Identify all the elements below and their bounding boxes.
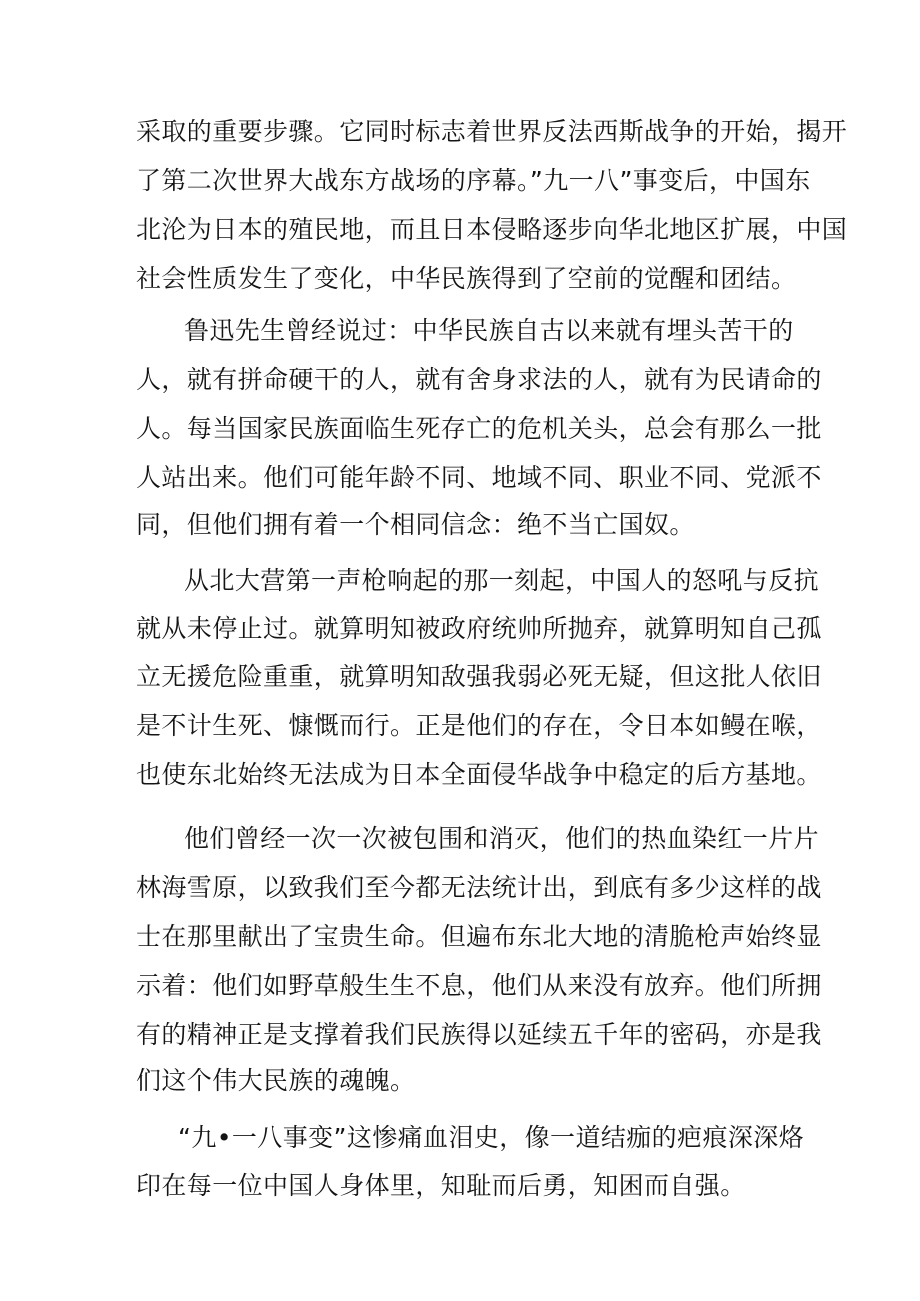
paragraph-line: 社会性质发生了变化，中华民族得到了空前的觉醒和团结。 (136, 264, 797, 293)
paragraph-line: 士在那里献出了宝贵生命。但遍布东北大地的清脆枪声始终显 (136, 922, 822, 951)
paragraph-line: 们这个伟大民族的魂魄。 (136, 1066, 416, 1095)
paragraph-line: 人，就有拼命硬干的人，就有舍身求法的人，就有为民请命的 (136, 365, 822, 394)
paragraph-line: “九•一八事变”这惨痛血泪史，像一道结痂的疤痕深深烙 (178, 1123, 805, 1152)
paragraph-line: 有的精神正是支撑着我们民族得以延续五千年的密码，亦是我 (136, 1020, 822, 1049)
paragraph-line: 是不计生死、慷慨而行。正是他们的存在，令日本如鳗在喉， (136, 711, 822, 740)
paragraph-line: 林海雪原，以致我们至今都无法统计出，到底有多少这样的战 (136, 873, 822, 902)
paragraph-line: 他们曾经一次一次被包围和消灭，他们的热血染红一片片 (184, 824, 820, 853)
paragraph-line: 鲁迅先生曾经说过：中华民族自古以来就有埋头苦干的 (184, 316, 794, 345)
paragraph-line: 也使东北始终无法成为日本全面侵华战争中稳定的后方基地。 (136, 760, 822, 789)
paragraph-line: 从北大营第一声枪响起的那一刻起，中国人的怒吼与反抗 (184, 566, 820, 595)
paragraph-line: 人站出来。他们可能年龄不同、地域不同、职业不同、党派不 (136, 463, 822, 492)
paragraph-line: 就从未停止过。就算明知被政府统帅所抛弃，就算明知自己孤 (136, 614, 822, 643)
paragraph-line: 立无援危险重重，就算明知敌强我弱必死无疑，但这批人依旧 (136, 662, 822, 691)
paragraph-line: 北沦为日本的殖民地，而且日本侵略逐步向华北地区扩展，中国 (136, 215, 848, 244)
paragraph-line: 人。每当国家民族面临生死存亡的危机关头，总会有那么一批 (136, 414, 822, 443)
paragraph-line: 了第二次世界大战东方战场的序幕。”九一八”事变后，中国东 (136, 166, 811, 195)
paragraph-line: 同，但他们拥有着一个相同信念：绝不当亡国奴。 (136, 510, 695, 539)
paragraph-line: 采取的重要步骤。它同时标志着世界反法西斯战争的开始，揭开 (136, 117, 848, 146)
paragraph-line: 印在每一位中国人身体里，知耻而后勇，知困而自强。 (136, 1171, 746, 1200)
paragraph-line: 示着：他们如野草般生生不息，他们从来没有放弃。他们所拥 (136, 971, 822, 1000)
